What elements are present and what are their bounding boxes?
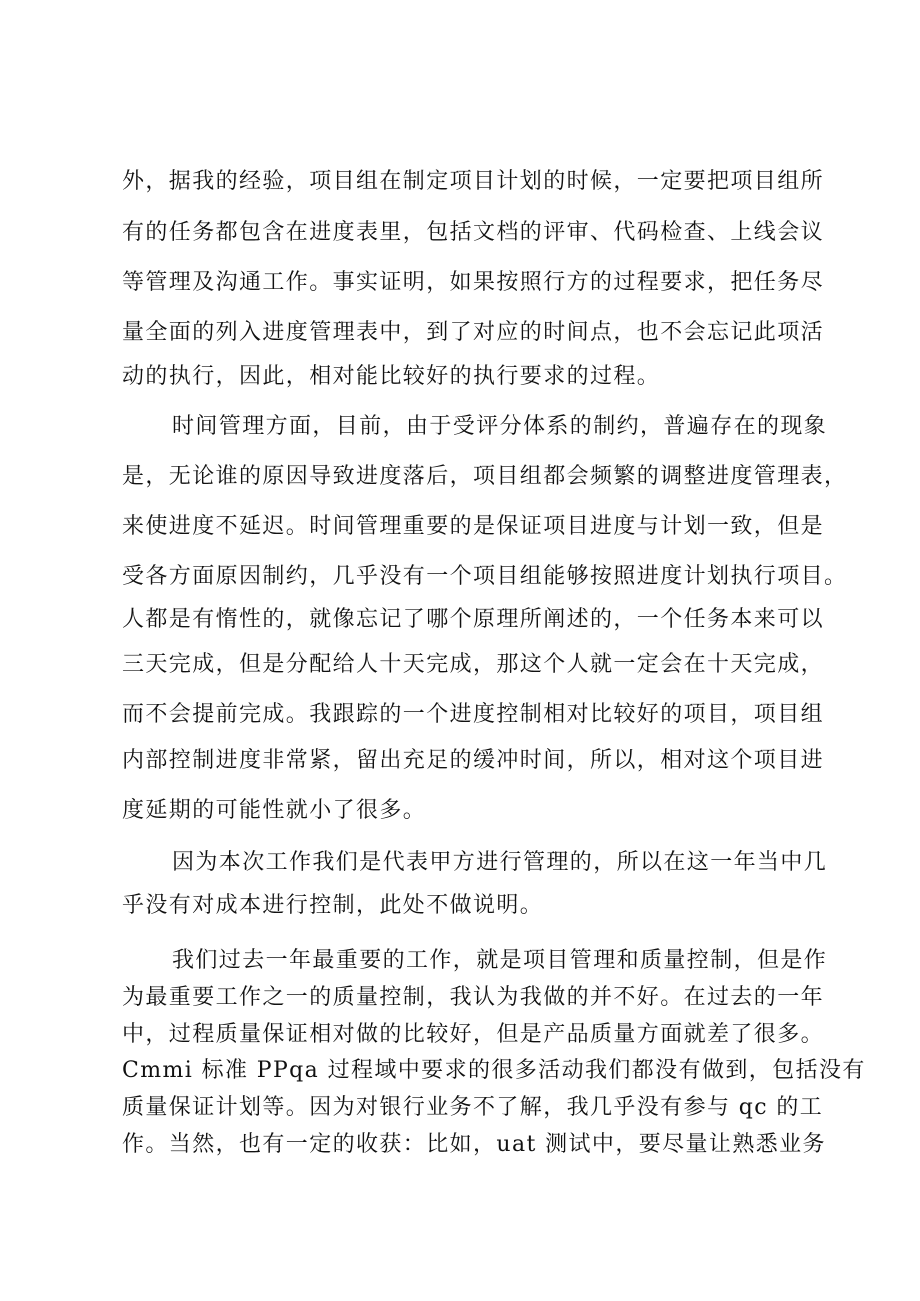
- text-line: 等管理及沟通工作。事实证明，如果按照行方的过程要求，把任务尽: [122, 270, 825, 295]
- text-line: Cmmi 标准 PPqa 过程域中要求的很多活动我们都没有做到，包括没有: [122, 1058, 866, 1083]
- text-line: 三天完成，但是分配给人十天完成，那这个人就一定会在十天完成，: [122, 652, 825, 677]
- text-line: 有的任务都包含在进度表里，包括文档的评审、代码检查、上线会议: [122, 220, 825, 245]
- text-line: 乎没有对成本进行控制，此处不做说明。: [122, 893, 544, 918]
- text-line: 时间管理方面，目前，由于受评分体系的制约，普遍存在的现象: [172, 414, 828, 439]
- text-line: 量全面的列入进度管理表中，到了对应的时间点，也不会忘记此项活: [122, 320, 825, 345]
- text-line: 外，据我的经验，项目组在制定项目计划的时候，一定要把项目组所: [122, 169, 825, 194]
- text-line: 而不会提前完成。我跟踪的一个进度控制相对比较好的项目，项目组: [122, 702, 825, 727]
- text-line: 质量保证计划等。因为对银行业务不了解，我几乎没有参与 qc 的工: [122, 1095, 824, 1120]
- text-line: 作。当然，也有一定的收获：比如，uat 测试中，要尽量让熟悉业务: [122, 1132, 826, 1157]
- text-line: 动的执行，因此，相对能比较好的执行要求的过程。: [122, 364, 661, 389]
- text-line: 中，过程质量保证相对做的比较好，但是产品质量方面就差了很多。: [122, 1022, 825, 1047]
- text-line: 度延期的可能性就小了很多。: [122, 798, 427, 823]
- text-line: 受各方面原因制约，几乎没有一个项目组能够按照进度计划执行项目。: [122, 564, 848, 589]
- text-line: 人都是有惰性的，就像忘记了哪个原理所阐述的，一个任务本来可以: [122, 607, 825, 632]
- text-line: 我们过去一年最重要的工作，就是项目管理和质量控制，但是作: [172, 948, 828, 973]
- text-line: 是，无论谁的原因导致进度落后，项目组都会频繁的调整进度管理表，: [122, 464, 848, 489]
- text-line: 为最重要工作之一的质量控制，我认为我做的并不好。在过去的一年: [122, 985, 825, 1010]
- text-line: 因为本次工作我们是代表甲方进行管理的，所以在这一年当中几: [172, 850, 828, 875]
- text-line: 来使进度不延迟。时间管理重要的是保证项目进度与计划一致，但是: [122, 514, 825, 539]
- text-line: 内部控制进度非常紧，留出充足的缓冲时间，所以，相对这个项目进: [122, 748, 825, 773]
